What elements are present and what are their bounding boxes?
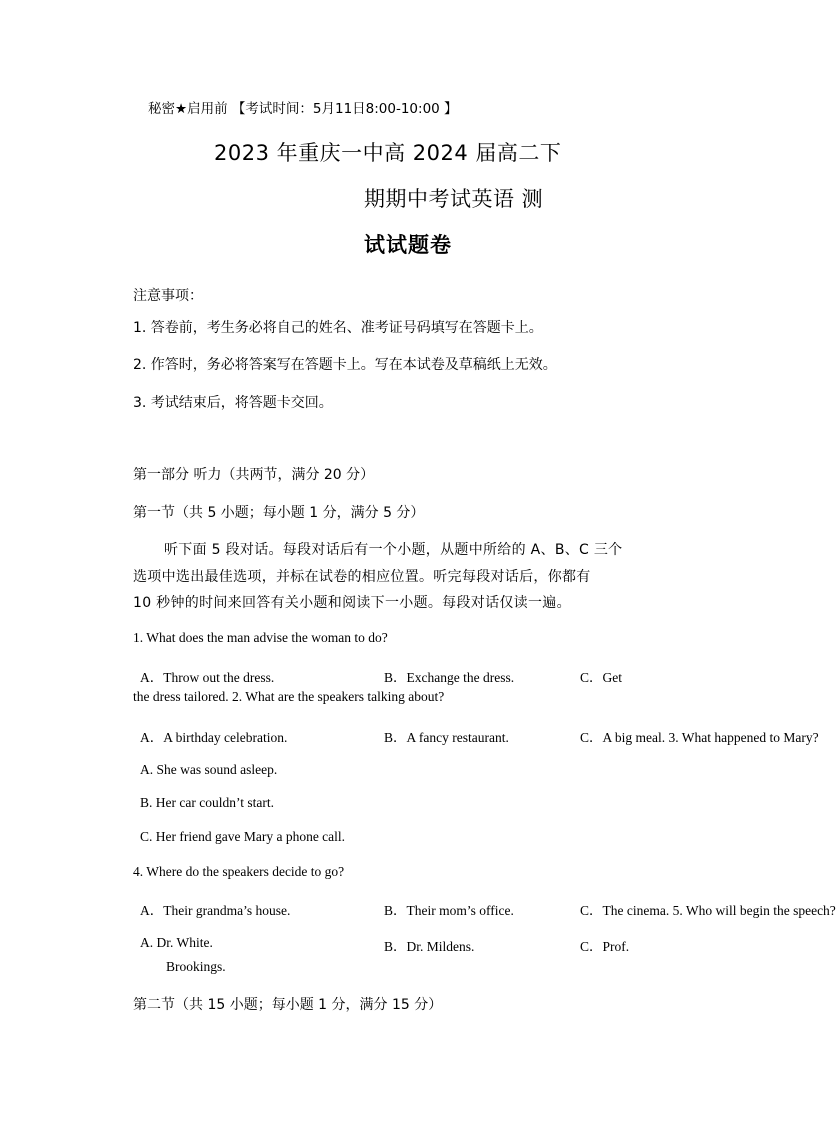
question-1-option-c-continued-question-2-stem: the dress tailored. 2. What are the speakers talking about? xyxy=(133,689,445,704)
section2-heading: 第二节（共 15 小题；每小题 1 分，满分 15 分） xyxy=(133,997,443,1013)
section1-heading: 第一节（共 5 小题；每小题 1 分，满分 5 分） xyxy=(133,505,425,521)
instructions-line-2: 选项中选出最佳选项，并标在试卷的相应位置。听完每段对话后，你都有 xyxy=(133,569,591,585)
exam-title-line-2: 期期中考试英语 测 xyxy=(364,187,544,211)
notice-item: 1. 答卷前，考生务必将自己的姓名、准考证号码填写在答题卡上。 xyxy=(133,320,543,336)
question-5-option-c-continued: Brookings. xyxy=(166,959,226,974)
notice-item: 3. 考试结束后，将答题卡交回。 xyxy=(133,395,333,411)
question-4-stem: 4. Where do the speakers decide to go? xyxy=(133,864,345,879)
part1-heading: 第一部分 听力（共两节，满分 20 分） xyxy=(133,467,375,483)
question-1-option-b: B．Exchange the dress. xyxy=(384,670,515,685)
notice-heading: 注意事项： xyxy=(133,288,203,304)
question-4-option-c-question-5-stem: C．The cinema. 5. Who will begin the speech? xyxy=(580,903,836,918)
confidential-exam-time-line: 秘密★启用前 【考试时间：5月11日8:00-10:00 】 xyxy=(148,101,458,117)
question-4-option-b: B．Their mom’s office. xyxy=(384,903,514,918)
question-5-option-a: A. Dr. White. xyxy=(140,935,213,950)
exam-title-line-1: 2023 年重庆一中高 2024 届高二下 xyxy=(214,141,562,165)
question-2-option-a: A．A birthday celebration. xyxy=(140,730,288,745)
question-4-option-a: A．Their grandma’s house. xyxy=(140,903,291,918)
exam-title-line-3: 试试题卷 xyxy=(364,233,452,257)
question-2-option-c-question-3-stem: C．A big meal. 3. What happened to Mary? xyxy=(580,730,819,745)
question-1-option-a: A．Throw out the dress. xyxy=(140,670,275,685)
question-5-option-b: B．Dr. Mildens. xyxy=(384,939,475,954)
question-1-stem: 1. What does the man advise the woman to do? xyxy=(133,630,388,645)
question-3-option-a: A. She was sound asleep. xyxy=(140,762,278,777)
question-5-option-c: C．Prof. xyxy=(580,939,630,954)
instructions-line-1: 听下面 5 段对话。每段对话后有一个小题，从题中所给的 A、B、C 三个 xyxy=(164,542,623,558)
question-2-option-b: B．A fancy restaurant. xyxy=(384,730,509,745)
notice-item: 2. 作答时，务必将答案写在答题卡上。写在本试卷及草稿纸上无效。 xyxy=(133,357,557,373)
question-3-option-b: B. Her car couldn’t start. xyxy=(140,795,274,810)
instructions-line-3: 10 秒钟的时间来回答有关小题和阅读下一小题。每段对话仅读一遍。 xyxy=(133,595,571,611)
question-1-option-c: C．Get xyxy=(580,670,622,685)
question-3-option-c: C. Her friend gave Mary a phone call. xyxy=(140,829,346,844)
